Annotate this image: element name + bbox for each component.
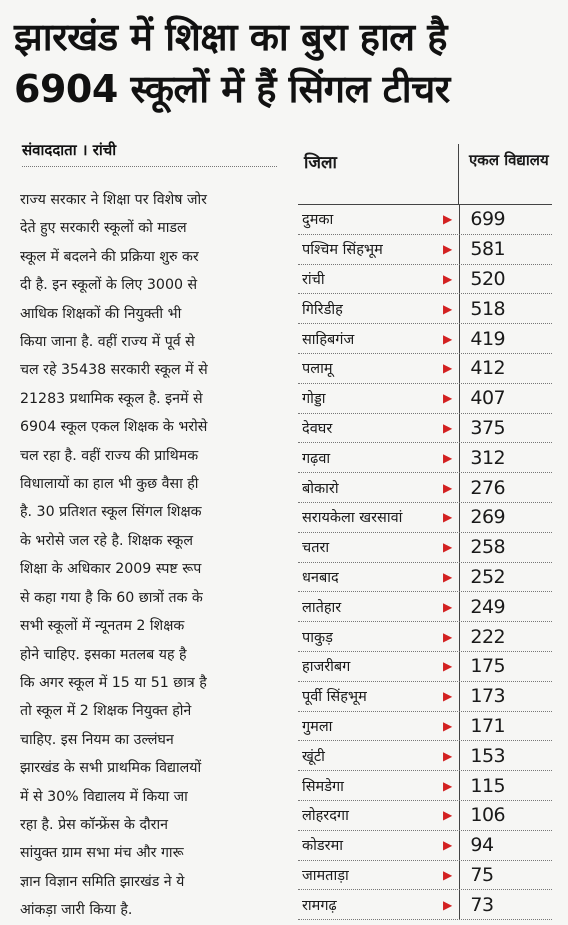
arrow-right-icon: ▶ bbox=[442, 480, 453, 495]
table-body bbox=[298, 205, 552, 920]
district-name: हाजरीबग bbox=[302, 659, 351, 676]
article-line: ज्ञान विज्ञान समिति झारखंड ने ये bbox=[20, 873, 185, 890]
arrow-right-icon: ▶ bbox=[442, 569, 453, 584]
table-row bbox=[298, 712, 552, 742]
article-line: तो स्कूल में 2 शिक्षक नियुक्त होने bbox=[20, 703, 192, 720]
byline-divider bbox=[22, 166, 277, 167]
school-count: 249 bbox=[459, 592, 552, 621]
headline bbox=[14, 10, 554, 114]
arrow-right-icon: ▶ bbox=[442, 778, 453, 793]
table-row bbox=[298, 563, 552, 593]
arrow-right-icon: ▶ bbox=[442, 867, 453, 882]
table-row bbox=[298, 771, 552, 801]
school-count: 312 bbox=[459, 443, 552, 472]
district-name: लातेहार bbox=[302, 599, 342, 616]
district-name: सिमडेगा bbox=[302, 778, 344, 795]
district-table bbox=[298, 144, 552, 920]
article-line: में से 30% विद्यालय में किया जा bbox=[20, 788, 188, 805]
arrow-right-icon: ▶ bbox=[442, 450, 453, 465]
article-line: है. 30 प्रतिशत स्कूल सिंगल शिक्षक bbox=[20, 504, 202, 521]
arrow-right-icon: ▶ bbox=[442, 540, 453, 555]
school-count: 75 bbox=[459, 861, 552, 890]
district-name: दुमका bbox=[302, 212, 334, 229]
table-row bbox=[298, 890, 552, 920]
school-count: 115 bbox=[459, 771, 552, 800]
table-header bbox=[298, 144, 552, 205]
arrow-right-icon: ▶ bbox=[442, 361, 453, 376]
table-row bbox=[298, 235, 552, 265]
district-name: गोड्डा bbox=[302, 391, 326, 408]
table-row bbox=[298, 503, 552, 533]
school-count: 73 bbox=[459, 890, 552, 919]
school-count: 222 bbox=[459, 622, 552, 651]
district-name: देवघर bbox=[302, 420, 333, 437]
arrow-right-icon: ▶ bbox=[442, 510, 453, 525]
table-row bbox=[298, 682, 552, 712]
school-count: 252 bbox=[459, 563, 552, 592]
table-row bbox=[298, 473, 552, 503]
article-line: झारखंड के सभी प्राथमिक विद्यालयों bbox=[20, 760, 202, 777]
district-name: गुमला bbox=[302, 718, 333, 735]
table-row bbox=[298, 741, 552, 771]
district-name: पलामू bbox=[302, 361, 333, 378]
headline-line-2: 6904 स्कूलों में हैं सिंगल टीचर bbox=[14, 67, 450, 111]
school-count: 269 bbox=[459, 503, 552, 532]
table-row bbox=[298, 652, 552, 682]
table-row bbox=[298, 801, 552, 831]
school-count: 94 bbox=[459, 831, 552, 860]
article-line: चाहिए. इस नियम का उल्लंघन bbox=[20, 731, 174, 748]
article-line: 21283 प्रथामिक स्कूल है. इनमें से bbox=[20, 390, 203, 407]
school-count: 412 bbox=[459, 354, 552, 383]
article-line: शिक्षा के अधिकार 2009 स्पष्ट रूप bbox=[20, 561, 202, 578]
arrow-right-icon: ▶ bbox=[442, 391, 453, 406]
table-row bbox=[298, 384, 552, 414]
table-row bbox=[298, 265, 552, 295]
article-line: राज्य सरकार ने शिक्षा पर विशेष जोर bbox=[20, 192, 207, 208]
school-count: 581 bbox=[459, 235, 552, 264]
school-count: 171 bbox=[459, 712, 552, 741]
byline: संवाददाता । रांची bbox=[22, 141, 117, 159]
arrow-right-icon: ▶ bbox=[442, 838, 453, 853]
article-line: कि अगर स्कूल में 15 या 51 छात्र है bbox=[20, 674, 207, 691]
headline-line-1: झारखंड में शिक्षा का बुरा हाल है bbox=[14, 15, 447, 59]
table-row bbox=[298, 414, 552, 444]
district-name: रांची bbox=[302, 271, 325, 288]
article-line: सभी स्कूलों में न्यूनतम 2 शिक्षक bbox=[20, 618, 185, 635]
school-count: 276 bbox=[459, 473, 552, 502]
arrow-right-icon: ▶ bbox=[442, 897, 453, 912]
article-line: चल रहे 35438 सरकारी स्कूल में से bbox=[20, 362, 208, 379]
school-count: 258 bbox=[459, 533, 552, 562]
arrow-right-icon: ▶ bbox=[442, 212, 453, 227]
article-line: के भरोसे जल रहे है. शिक्षक स्कूल bbox=[20, 532, 193, 549]
article-line: चल रहा है. वहीं राज्य की प्राथिमक bbox=[20, 447, 199, 464]
header-district: जिला bbox=[304, 153, 337, 173]
arrow-right-icon: ▶ bbox=[442, 242, 453, 257]
arrow-right-icon: ▶ bbox=[442, 659, 453, 674]
district-name: पूर्वी सिंहभूम bbox=[302, 689, 367, 706]
table-row bbox=[298, 831, 552, 861]
school-count: 520 bbox=[459, 265, 552, 294]
article-body bbox=[20, 186, 278, 925]
district-name: धनबाद bbox=[302, 569, 339, 586]
arrow-right-icon: ▶ bbox=[442, 420, 453, 435]
table-row bbox=[298, 443, 552, 473]
district-name: पाकुड़ bbox=[302, 629, 333, 646]
arrow-right-icon: ▶ bbox=[442, 271, 453, 286]
table-row bbox=[298, 861, 552, 891]
arrow-right-icon: ▶ bbox=[442, 748, 453, 763]
table-row bbox=[298, 294, 552, 324]
district-name: गिरिडीह bbox=[302, 301, 343, 318]
table-row bbox=[298, 592, 552, 622]
table-row bbox=[298, 622, 552, 652]
school-count: 153 bbox=[459, 741, 552, 770]
article-line: विधालायों का हाल भी कुछ वैसा ही bbox=[20, 476, 199, 493]
table-row bbox=[298, 324, 552, 354]
school-count: 375 bbox=[459, 414, 552, 443]
arrow-right-icon: ▶ bbox=[442, 689, 453, 704]
arrow-right-icon: ▶ bbox=[442, 808, 453, 823]
district-name: चतरा bbox=[302, 540, 330, 557]
arrow-right-icon: ▶ bbox=[442, 718, 453, 733]
article-line: किया जाना है. वहीं राज्य में पूर्व से bbox=[20, 334, 195, 351]
article-line: सांयुक्त ग्राम सभा मंच और गारू bbox=[20, 845, 184, 862]
district-name: कोडरमा bbox=[302, 838, 344, 855]
article-line: देते हुए सरकारी स्कूलों को माडल bbox=[20, 220, 187, 237]
article-line: रहा है. प्रेस कॉन्फ्रेंस के दौरान bbox=[20, 816, 169, 833]
article-line: से कहा गया है कि 60 छात्रों तक के bbox=[20, 589, 203, 606]
school-count: 106 bbox=[459, 801, 552, 830]
district-name: लोहरदगा bbox=[302, 808, 349, 825]
table-row bbox=[298, 354, 552, 384]
school-count: 518 bbox=[459, 294, 552, 323]
article-line: स्कूल में बदलने की प्रक्रिया शुरु कर bbox=[20, 248, 199, 265]
district-name: खूंटी bbox=[302, 748, 325, 765]
article-line: आधिक शिक्षकों की नियुक्ती भी bbox=[20, 305, 182, 322]
arrow-right-icon: ▶ bbox=[442, 331, 453, 346]
table-row bbox=[298, 205, 552, 235]
article-line: आंकड़ा जारी किया है. bbox=[20, 902, 133, 919]
article-line: होने चाहिए. इसका मतलब यह है bbox=[20, 646, 187, 663]
article-line: दी है. इन स्कूलों के लिए 3000 से bbox=[20, 277, 198, 294]
district-name: साहिबगंज bbox=[302, 331, 355, 348]
school-count: 419 bbox=[459, 324, 552, 353]
district-name: बोकारो bbox=[302, 480, 339, 497]
district-name: पश्चिम सिंहभूम bbox=[302, 242, 383, 259]
school-count: 175 bbox=[459, 652, 552, 681]
arrow-right-icon: ▶ bbox=[442, 599, 453, 614]
district-name: गढ़वा bbox=[302, 450, 331, 467]
district-name: जामताड़ा bbox=[302, 867, 349, 884]
district-name: रामगढ़ bbox=[302, 897, 337, 914]
school-count: 407 bbox=[459, 384, 552, 413]
header-count: एकल विद्यालय bbox=[458, 144, 552, 204]
district-name: सरायकेला खरसावां bbox=[302, 510, 403, 527]
table-row bbox=[298, 533, 552, 563]
article-line: 6904 स्कूल एकल शिक्षक के भरोसे bbox=[20, 419, 208, 436]
school-count: 173 bbox=[459, 682, 552, 711]
school-count: 699 bbox=[459, 205, 552, 234]
arrow-right-icon: ▶ bbox=[442, 629, 453, 644]
arrow-right-icon: ▶ bbox=[442, 301, 453, 316]
